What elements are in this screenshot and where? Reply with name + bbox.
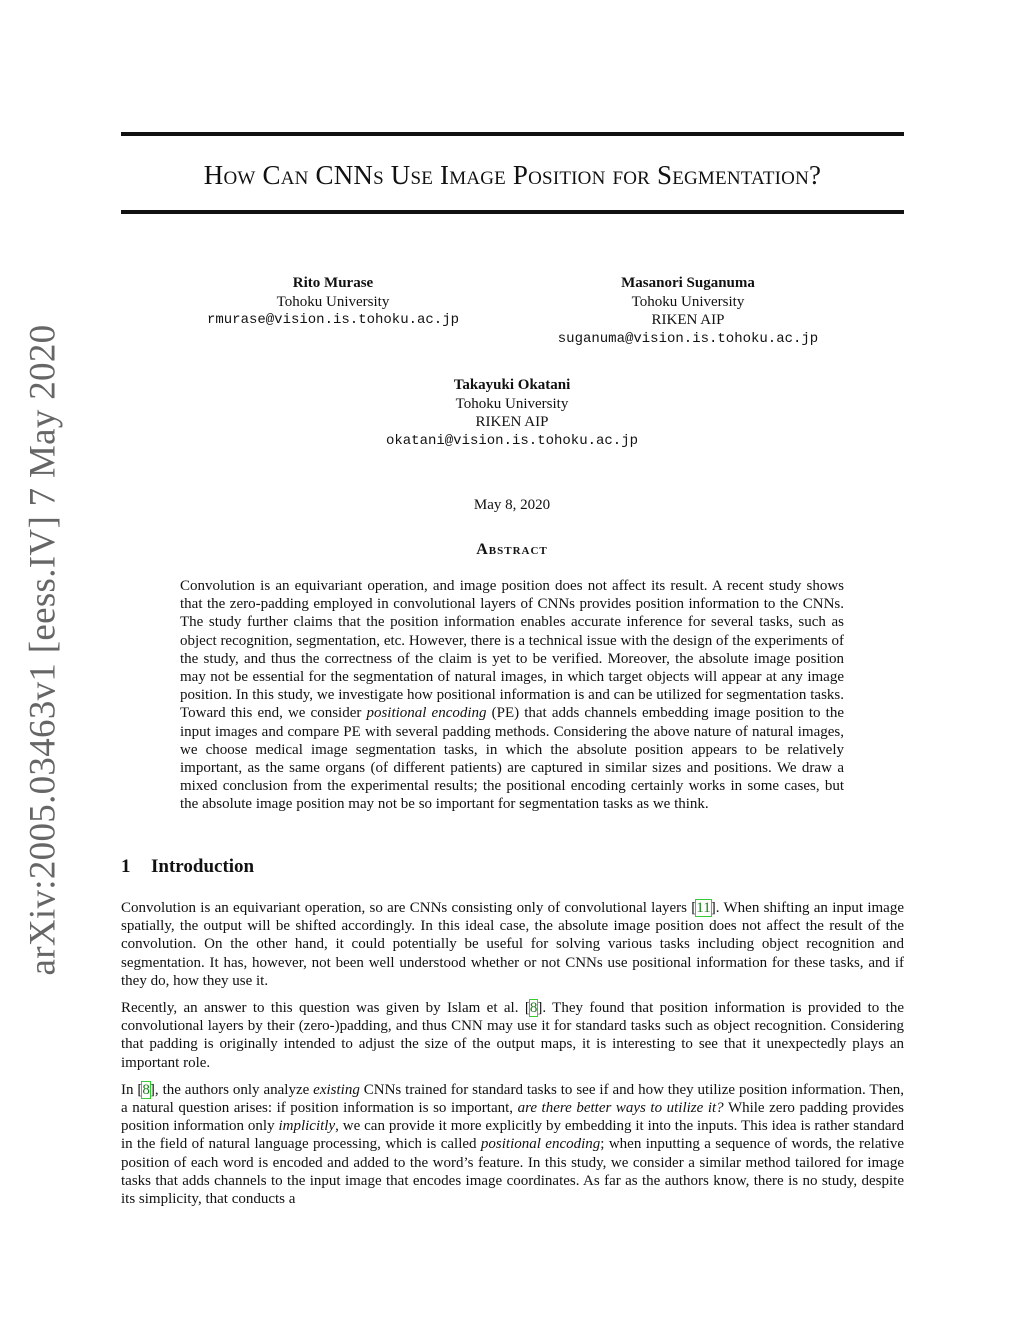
author-block-3 (362, 376, 662, 450)
text-run: Recently, an answer to this question was given by Islam et al. [ (121, 1000, 530, 1017)
abstract-heading: Abstract (476, 541, 548, 558)
author-email: suganuma@vision.is.tohoku.ac.jp (557, 330, 819, 347)
text-run: CNNs trained for standard tasks to see if and how they utilize position information. Then, a natural question arises: if position information is so important, (121, 1081, 904, 1117)
paragraph (121, 999, 904, 1072)
title-bottom-rule (121, 210, 904, 214)
paragraph (121, 899, 904, 990)
author-email: okatani@vision.is.tohoku.ac.jp (385, 432, 639, 449)
section-number: 1 (121, 856, 131, 877)
text-run: ], the authors only analyze (149, 1081, 314, 1098)
author-block-2 (528, 274, 848, 348)
author-name: Takayuki Okatani (453, 377, 571, 393)
author-affiliation: Tohoku University (631, 293, 745, 310)
author-block-1 (183, 274, 483, 330)
text-run: ; when inputting a sequence of words, the relative position of each word is encoded and added to the word’s feature. In this study, we consider a similar method tailored for image tasks that adds channels to the input image that encodes image coordinates. As far as the authors know, there is no study, despite its simplicity, that conducts a (121, 1136, 904, 1208)
author-email: rmurase@vision.is.tohoku.ac.jp (206, 312, 460, 328)
section-heading-introduction (121, 856, 254, 878)
section-title: Introduction (151, 856, 255, 877)
author-affiliation: RIKEN AIP (651, 312, 725, 328)
text-run: Convolution is an equivariant operation, so are CNNs consisting only of convolutional layers [ (121, 900, 697, 916)
author-name: Rito Murase (292, 275, 374, 291)
paper-title: How Can CNNs Use Image Position for Segmentation? (203, 160, 822, 190)
emphasis: existing (313, 1081, 360, 1098)
text-run: ]. When shifting an input image spatially, the output will be shifted accordingly. In this ideal case, the absolute image position does not affect the result of the convolution. On the other hand, it could potentially be useful for solving various tasks including object recognition and segmentation. It has, however, not been well understood whether or not CNNs use positional information for these tasks, and if they do, how they use it. (121, 900, 904, 989)
introduction-body (121, 899, 904, 1217)
emphasis: positional encoding (480, 1136, 601, 1153)
author-affiliation: RIKEN AIP (475, 414, 549, 430)
author-name: Masanori Suganuma (621, 275, 755, 291)
abstract-text (180, 577, 844, 814)
publication-date: May 8, 2020 (473, 497, 551, 513)
citation-link[interactable]: 8 (529, 1000, 538, 1017)
title-top-rule (121, 132, 904, 136)
emphasis: are there better ways to utilize it? (517, 1100, 724, 1117)
citation-link[interactable]: 8 (142, 1081, 150, 1098)
abstract-text-part: Convolution is an equivariant operation, and image position does not affect its result. A recent study shows that the zero-padding employed in convolutional layers of CNNs provides position information to the CNNs. The study further claims that the position information enables accurate inference for several tasks, such as object recognition, segmentation, etc. However, there is a technical issue with the design of the experiments of the study, and thus the correctness of the claim is yet to be verified. Moreover, the absolute image position may not be essential for the segmentation of natural images, in which target objects will appear at any image position. In this study, we investigate how positional information is and can be utilized for segmentation tasks. Toward this end, we consider (180, 578, 844, 722)
emphasis: implicitly (278, 1118, 336, 1135)
text-run: While zero padding provides position information only (121, 1100, 904, 1135)
paragraph (121, 1081, 904, 1208)
abstract-emphasis: positional encoding (366, 705, 487, 722)
author-affiliation: Tohoku University (455, 395, 569, 412)
text-run: ]. They found that position information is provided to the convolutional layers by their (zero-)padding, and thus CNN may use it for standard tasks such as object recognition. Considering that padding is originally intended to adjust the size of the output maps, it is interesting to see that it unexpectedly plays an important role. (121, 1000, 904, 1071)
citation-link[interactable]: 11 (696, 900, 711, 916)
text-run: In [ (121, 1081, 143, 1098)
arxiv-identifier: arXiv:2005.03463v1 [eess.IV] 7 May 2020 (22, 324, 64, 976)
abstract-text-part: (PE) that adds channels embedding image position to the input images and compare PE with several padding methods. Considering the above nature of natural images, we choose medical image segmentation tasks, in which the absolute position appears to be relatively important, as the same organs (of different patients) are captured in similar sizes and positions. We draw a mixed conclusion from the experimental results; the positional encoding certainly works in some cases, but the absolute image position may not be so important for segmentation tasks as we think. (180, 705, 844, 813)
author-affiliation: Tohoku University (276, 293, 390, 310)
text-run: , we can provide it more explicitly by embedding it into the inputs. This idea is rather standard in the field of natural language processing, which is called (121, 1118, 904, 1153)
